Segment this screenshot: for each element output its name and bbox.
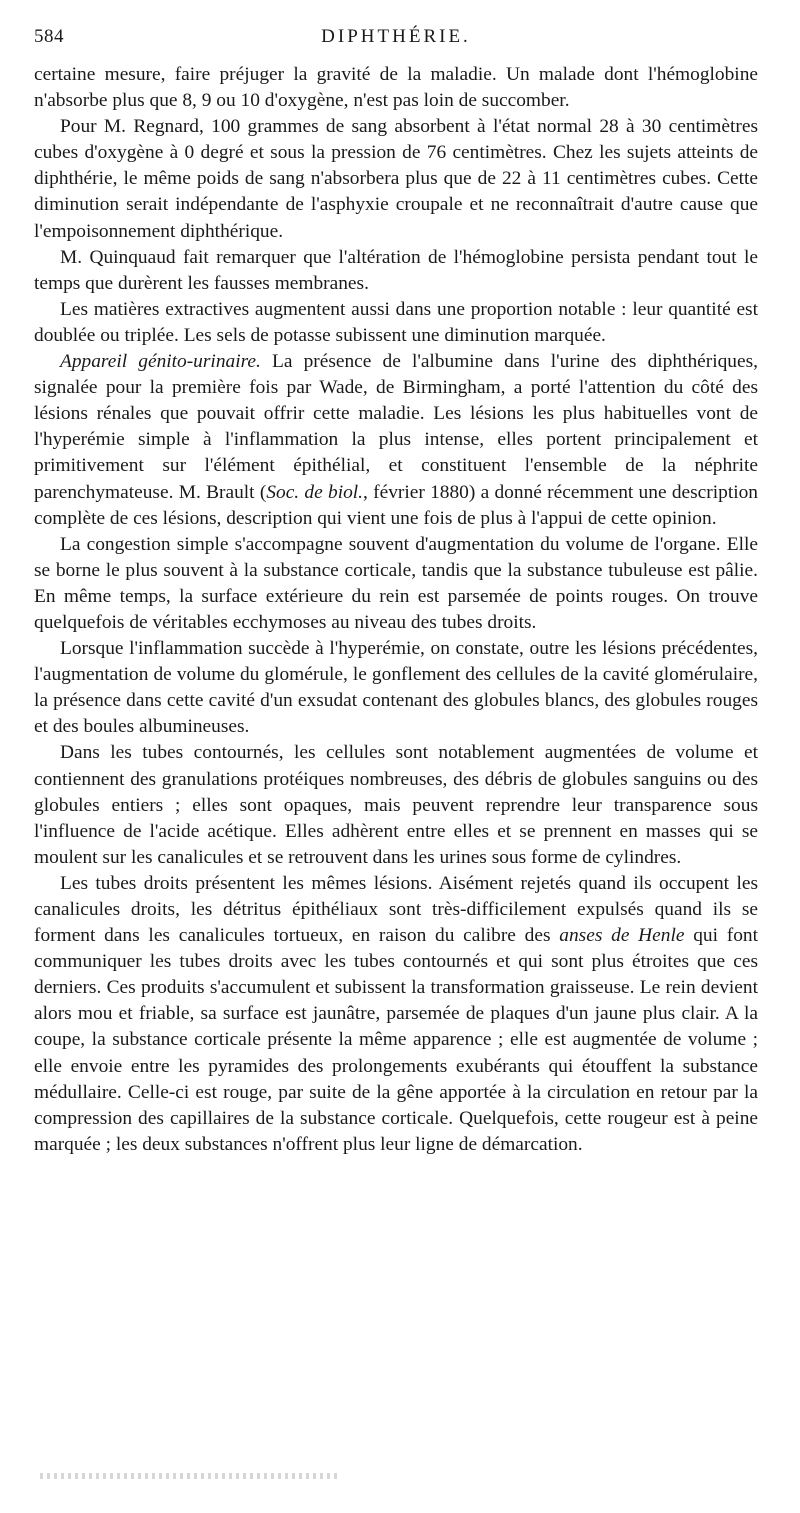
citation: Soc. de biol. bbox=[266, 481, 364, 503]
paragraph bbox=[34, 871, 758, 1158]
paragraph: M. Quinquaud fait remarquer que l'altération de l'hémoglobine persista pendant tout le temps que durèrent les fausses membranes. bbox=[34, 246, 758, 294]
section-title: Appareil génito-urinaire. bbox=[60, 351, 261, 373]
paragraph: certaine mesure, faire préjuger la gravité de la maladie. Un malade dont l'hémoglobine n'absorbe plus que 8, 9 ou 10 d'oxygène, n'est pas loin de succomber. bbox=[34, 64, 758, 112]
paragraph: Pour M. Regnard, 100 grammes de sang absorbent à l'état normal 28 à 30 centimètres cubes d'oxygène à 0 degré et sous la pression de 76 centimètres. Chez les sujets atteints de diphthérie, le même poids de sang n'absorbera plus que de 22 à 11 centimètres cubes. Cette diminution serait indépendante de l'asphyxie croupale et ne reconnaîtrait d'autre cause que l'empoisonnement diphthérique. bbox=[34, 116, 758, 242]
running-head: DIPHTHÉRIE. bbox=[321, 26, 471, 47]
page-header bbox=[34, 22, 758, 62]
body-text bbox=[34, 62, 758, 1158]
paragraph: Lorsque l'inflammation succède à l'hyperémie, on constate, outre les lésions précédentes, l'augmentation de volume du glomérule, le gonflement des cellules de la cavité glomérulaire, la présence dans cette cavité d'un exsudat contenant des globules blancs, des globules rouges et des boules albumineuses. bbox=[34, 638, 758, 738]
paragraph-text: La présence de l'albumine dans l'urine des diphthériques, signalée pour la première fois par Wade, de Birmingham, a porté l'attention du côté des lésions rénales que pouvait offrir cette maladie. Les lésions les plus habituelles vont de l'hyperémie simple à l'inflammation la plus intense, elles portent principalement et primitivement sur l'élément épithélial, et constituent l'ensemble de la néphrite parenchymateuse. M. Brault ( bbox=[34, 351, 758, 503]
page-number: 584 bbox=[34, 26, 64, 47]
paragraph bbox=[34, 349, 758, 532]
paragraph-text: , février 1880) a donné récemment une description complète de ces lésions, description qui vient une fois de plus à l'appui de cette opinion. bbox=[34, 481, 758, 529]
paragraph: La congestion simple s'accompagne souvent d'augmentation du volume de l'organe. Elle se borne le plus souvent à la substance corticale, tandis que la substance tubuleuse est pâlie. En même temps, la surface extérieure du rein est parsemée de points rouges. On trouve quelquefois de véritables ecchymoses au niveau des tubes droits. bbox=[34, 533, 758, 633]
paragraph: Les matières extractives augmentent aussi dans une proportion notable : leur quantité est doublée ou triplée. Les sels de potasse subissent une diminution marquée. bbox=[34, 298, 758, 346]
paragraph-text: qui font communiquer les tubes droits avec les tubes contournés et qui sont plus étroites que ces derniers. Ces produits s'accumulent et subissent la transformation graisseuse. Le rein devient alors mou et friable, sa surface est jaunâtre, parsemée de plaques d'un jaune plus clair. A la coupe, la substance corticale présente la même apparence ; elle est augmentée de volume ; elle envoie entre les pyramides des prolongements exubérants qui étouffent la substance médullaire. Celle-ci est rouge, par suite de la gêne apportée à la circulation en retour par la compression des capillaires de la substance corticale. Quelquefois, cette rougeur est à peine marquée ; les deux substances n'offrent plus leur ligne de démarcation. bbox=[34, 925, 759, 1155]
italic-term: anses de Henle bbox=[559, 925, 685, 947]
paragraph-text: Les tubes droits présentent les mêmes lésions. Aisément rejetés quand ils occupent les canalicules droits, les détritus épithéliaux sont très-difficilement expulsés quand ils se forment dans les canalicules tortueux, en raison du calibre des bbox=[34, 872, 758, 947]
footer-smudge bbox=[40, 1473, 340, 1479]
paragraph: Dans les tubes contournés, les cellules sont notablement augmentées de volume et contiennent des granulations protéiques nombreuses, des débris de globules sanguins ou des globules entiers ; elles sont opaques, mais peuvent reprendre leur transparence sous l'influence de l'acide acétique. Elles adhèrent entre elles et se prennent en masses qui se moulent sur les canalicules et se retrouvent dans les urines sous forme de cylindres. bbox=[34, 742, 758, 868]
